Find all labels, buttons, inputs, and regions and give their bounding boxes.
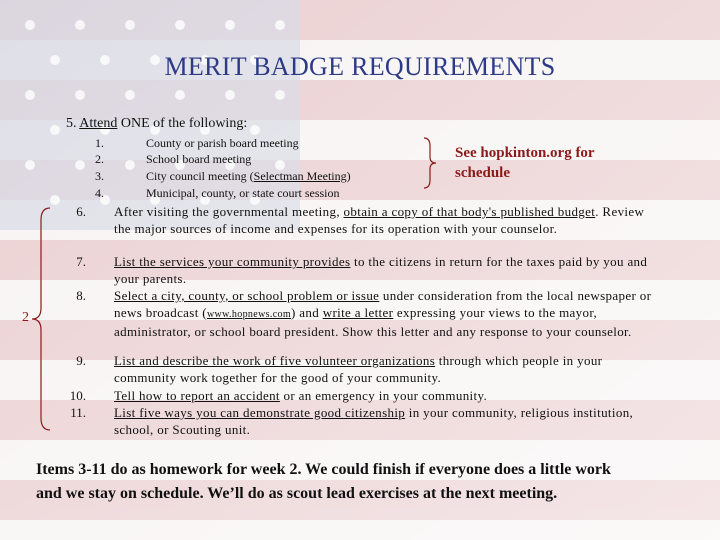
item-number: 9.: [76, 353, 86, 368]
item-number: 11.: [70, 405, 86, 420]
item-number: 8.: [76, 288, 86, 303]
schedule-hint-line2: schedule: [455, 165, 511, 181]
item-number: 6.: [76, 204, 86, 219]
homework-note: Items 3-11 do as homework for week 2. We could finish if everyone does a little work and we stay on schedule. We’ll do as scout lead exercises at the next meeting.: [36, 461, 611, 502]
sub-item-text: Municipal, county, or state court session: [146, 186, 340, 200]
sub-item-number: 2.: [95, 152, 104, 166]
right-brace-icon: [420, 138, 440, 188]
sub-item-text: City council meeting (Selectman Meeting): [146, 169, 351, 183]
write-letter-link[interactable]: write a letter: [322, 305, 394, 320]
sub-item-number: 4.: [95, 186, 104, 200]
requirement-5: [66, 116, 247, 132]
item-text: List and describe the work of five volunteer organizations through which people in your community work together for the good of your community.: [114, 353, 603, 385]
citizenship-link[interactable]: List five ways you can demonstrate good citizenship: [114, 405, 406, 420]
item-text: After visiting the governmental meeting, obtain a copy of that body's published budget. Review the major sources of income and expenses for its operation with your counselor.: [114, 204, 645, 236]
week-2-label: 2: [22, 310, 29, 325]
slide-title: MERIT BADGE REQUIREMENTS: [164, 52, 556, 81]
sub-item-number: 1.: [95, 136, 104, 150]
hopnews-link[interactable]: www.hopnews.com: [206, 309, 292, 320]
report-accident-link[interactable]: Tell how to report an accident: [114, 388, 280, 403]
item-text: Tell how to report an accident or an emergency in your community.: [114, 388, 488, 403]
problem-issue-link[interactable]: Select a city, county, or school problem or issue: [114, 288, 380, 303]
requirement-5-number: 5.: [66, 116, 77, 131]
requirement-5-text: ONE of the following:: [117, 116, 248, 131]
item-number: 10.: [69, 388, 86, 403]
item-number: 7.: [76, 254, 86, 269]
requirement-5-attend: Attend: [79, 116, 118, 131]
left-brace-icon: [30, 208, 52, 430]
selectman-meeting-link[interactable]: Selectman Meeting: [253, 169, 347, 183]
schedule-hint: [455, 143, 595, 183]
schedule-hint-line1: See hopkinton.org for: [455, 145, 595, 161]
services-link[interactable]: List the services your community provides: [114, 254, 351, 269]
budget-link[interactable]: obtain a copy of that body's published budget: [343, 204, 596, 219]
sub-item-number: 3.: [95, 169, 104, 183]
item-text: List the services your community provides to the citizens in return for the taxes paid by you and your parents.: [114, 254, 648, 286]
sub-item-text: County or parish board meeting: [146, 136, 299, 150]
sub-item-text: School board meeting: [146, 152, 252, 166]
item-text: List five ways you can demonstrate good citizenship in your community, religious institution, school, or Scouting unit.: [114, 405, 634, 437]
volunteer-orgs-link[interactable]: List and describe the work of five volunteer organizations: [114, 353, 436, 368]
item-text: Select a city, county, or school problem or issue under consideration from the local newspaper or news broadcast (www.hopnews.com) and write a letter expressing your views to the mayor, administrator, or school board president. Show this letter and any response to your counselor.: [114, 288, 652, 339]
